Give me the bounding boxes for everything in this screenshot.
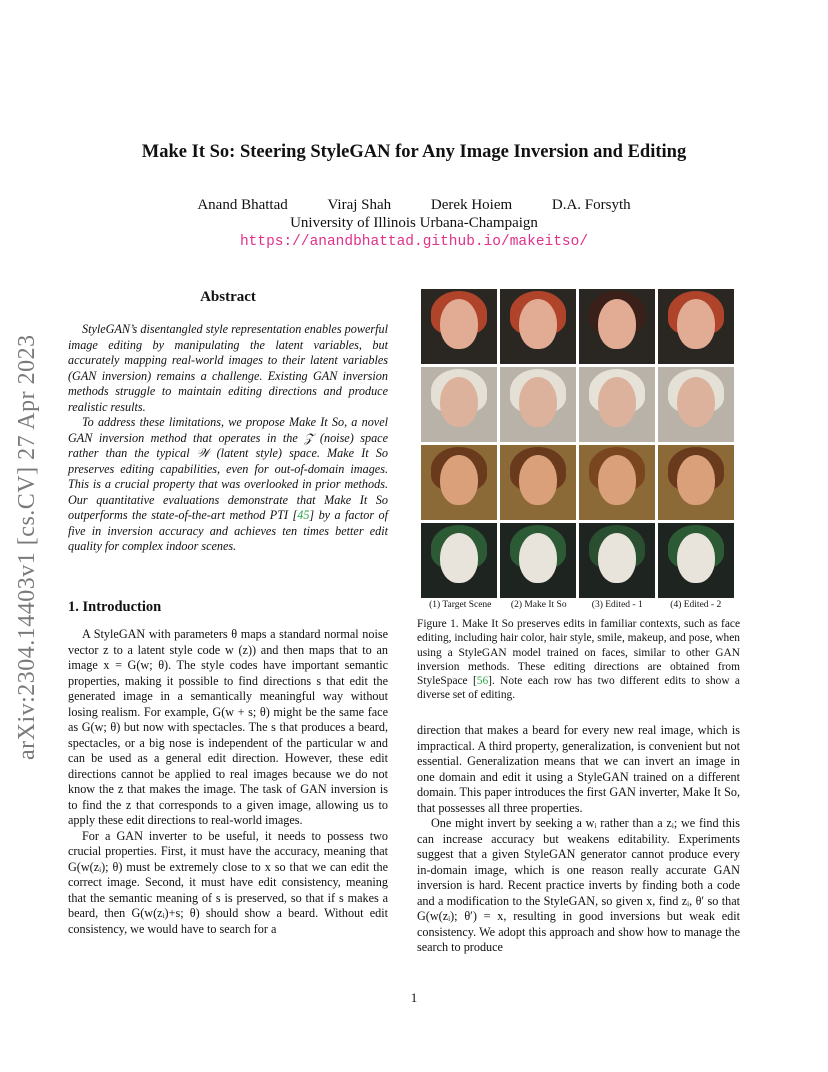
figure-label: (3) Edited - 1 (591, 600, 643, 610)
citation-link[interactable]: 45 (297, 508, 310, 522)
face-image (579, 445, 655, 520)
face-image (658, 523, 734, 598)
figure-row (421, 367, 735, 442)
figure-grid (421, 289, 735, 601)
face-image (658, 289, 734, 364)
face-image (500, 523, 576, 598)
figure-label: (4) Edited - 2 (670, 600, 722, 610)
figure-row (421, 445, 735, 520)
face-image (658, 367, 734, 442)
figure-label: (2) Make It So (510, 600, 567, 610)
body-paragraph: A StyleGAN with parameters θ maps a standard normal noise vector z to a latent style code w (z)) and then maps that to an image x = G(w; θ). The style codes have important semantic properties, making it possible to find directions s that edit the generated image in a semantically meaningful way without losing realism. For example, G(w + s; θ) might be the same face as G(w; θ) but now with spectacles. The s that produces a beard, spectacles, or a big nose is independent of the particular w and can be used as a general edit direction. However, these edit directions cannot be applied to real images because we do not know the z that makes the image. The task of GAN inversion is to find the z that corresponds to a given image, allowing us to apply these edit directions to real-world images. (68, 627, 388, 827)
body-paragraph: One might invert by seeking a wᵢ rather than a zᵢ; we find this can increase accuracy but weakens editability. Experiments suggest that a given StyleGAN generator cannot produce every in-domain image, which is one reason really accurate GAN inversion is hard. Recent practice inverts by finding both a code and a modification to the StyleGAN, so given x, find zᵢ, θ′ so that G(w(zᵢ); θ′) = x, resulting in good inversions but weak edit consistency. We adopt this approach and show how to manage the search to produce (417, 816, 740, 954)
affiliation: University of Illinois Urbana-Champaign (290, 215, 538, 231)
face-image (421, 523, 497, 598)
figure-column-labels (421, 600, 735, 610)
section-heading: 1. Introduction (68, 599, 162, 615)
arxiv-stamp: arXiv:2304.14403v1 [cs.CV] 27 Apr 2023 (14, 334, 40, 760)
intro-body (68, 627, 388, 937)
citation-link[interactable]: 56 (476, 675, 489, 688)
project-url-link[interactable]: https://anandbhattad.github.io/makeitso/ (239, 234, 589, 250)
face-image (421, 367, 497, 442)
page-number: 1 (410, 990, 418, 1005)
body-paragraph: For a GAN inverter to be useful, it needs to possess two crucial properties. First, it must have the accuracy, meaning that G(w(zᵢ); θ) must be extremely close to x so that we can edit the correct image. Second, it must have edit consistency, meaning that the semantic meaning of s is preserved, so that if s makes a beard, then G(w(zᵢ)+s; θ) should show a beard. Without edit consistency, we would have to search for a (68, 828, 388, 936)
face-image (579, 367, 655, 442)
face-image (500, 289, 576, 364)
face-image (421, 445, 497, 520)
face-image (421, 289, 497, 364)
abstract-paragraph: StyleGAN’s disentangled style representation enables powerful image editing by manipulating the latent variables, but accurately mapping real-world images to their latent variables (GAN inversion) remains a challenge. Existing GAN inversion methods struggle to maintain editing directions and produce realistic results. (68, 322, 388, 414)
figure-label: (1) Target Scene (429, 600, 492, 610)
author-list (0, 197, 828, 214)
paper-title: Make It So: Steering StyleGAN for Any Image Inversion and Editing (141, 142, 687, 162)
author-name: Viraj Shah (327, 197, 392, 213)
face-image (500, 367, 576, 442)
author-name: Derek Hoiem (430, 197, 513, 213)
figure-caption: Figure 1. Make It So preserves edits in familiar contexts, such as face editing, including hair color, hair style, smile, makeup, and pose, when using a StyleGAN model trained on faces, similar to other GAN inversion methods. These editing directions are obtained from StyleSpace [56]. Note each row has two different edits to show a diverse set of editing. (417, 618, 740, 702)
author-name: Anand Bhattad (197, 197, 288, 213)
author-name: D.A. Forsyth (551, 197, 631, 213)
body-paragraph: direction that makes a beard for every new real image, which is impractical. A third property, generalization, is convenient but not essential. Generalization means that we can invert an image in one domain and edit it using a StyleGAN trained on a different domain. This paper introduces the first GAN inverter, Make It So, that possesses all three properties. (417, 723, 740, 815)
face-image (579, 523, 655, 598)
abstract-body (68, 322, 388, 555)
abstract-paragraph: To address these limitations, we propose Make It So, a novel GAN inversion method that operates in the 𝒵 (noise) space rather than the typical 𝒲 (latent style) space. Make It So preserves editing capabilities, even for out-of-domain images. This is a crucial property that was overlooked in prior methods. Our quantitative evaluations demonstrate that Make It So outperforms the state-of-the-art method PTI [45] by a factor of five in inversion accuracy and achieves ten times better edit quality for complex indoor scenes. (68, 415, 388, 553)
face-image (500, 445, 576, 520)
right-column-body (417, 723, 740, 956)
figure-row (421, 289, 735, 364)
face-image (658, 445, 734, 520)
figure-row (421, 523, 735, 598)
face-image (579, 289, 655, 364)
abstract-heading: Abstract (200, 289, 256, 305)
